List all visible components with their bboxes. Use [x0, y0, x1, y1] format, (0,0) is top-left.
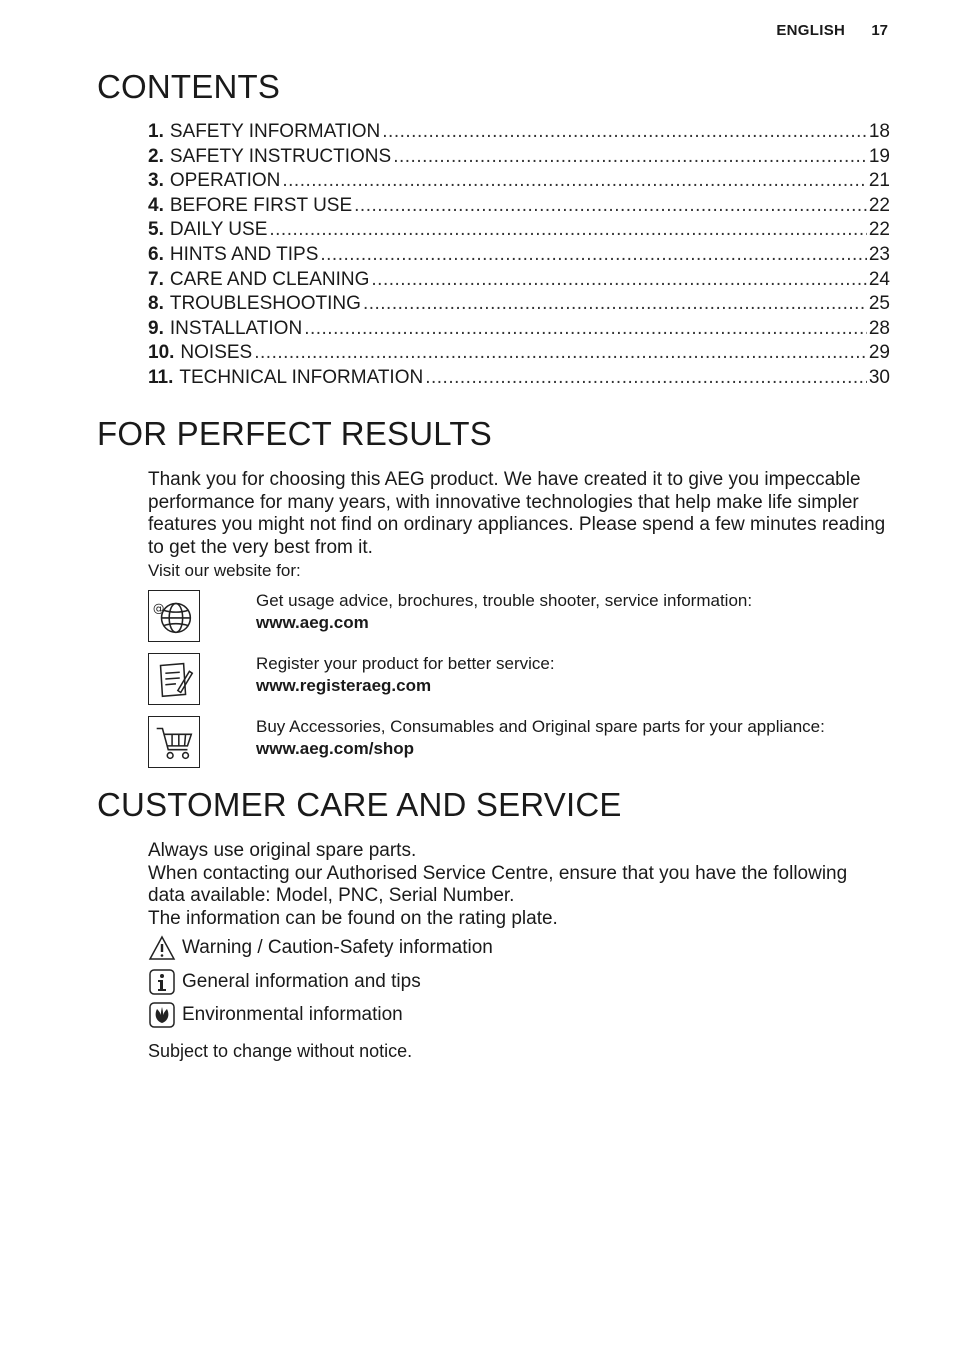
toc-row[interactable] — [148, 169, 890, 194]
care-line: When contacting our Authorised Service Centre, ensure that you have the following data available: Model, PNC, Serial Number. — [148, 862, 848, 907]
toc-leader — [425, 366, 867, 391]
visit-website-label: Visit our website for: — [148, 561, 301, 580]
toc-page: 19 — [868, 145, 890, 167]
intro-paragraph: Thank you for choosing this AEG product. We have created it to give you impeccable performance for many years, with innovative technologies that help make life simpler features you might not find on ordinary appliances. Please spend a few minutes reading to get the very best from it. — [148, 469, 886, 558]
toc-page: 22 — [868, 194, 890, 216]
legend-info — [148, 968, 421, 996]
toc-leader — [382, 120, 867, 145]
toc-label: HINTS AND TIPS — [169, 243, 319, 265]
legend-text: General information and tips — [182, 971, 421, 992]
toc-leader — [254, 341, 867, 366]
service-text: Register your product for better service: — [256, 654, 555, 673]
toc-row[interactable] — [148, 317, 890, 342]
service-link[interactable]: www.registeraeg.com — [256, 676, 432, 695]
shopping-cart-icon — [148, 716, 200, 768]
legend-text: Environmental information — [182, 1004, 403, 1025]
care-line: The information can be found on the rating plate. — [148, 907, 558, 929]
contents-heading: CONTENTS — [97, 68, 281, 105]
perfect-results-heading: FOR PERFECT RESULTS — [97, 415, 492, 452]
toc-number: 10. — [148, 342, 175, 364]
globe-at-icon — [148, 590, 200, 642]
toc-page: 24 — [868, 268, 890, 290]
service-link[interactable]: www.aeg.com — [256, 613, 369, 632]
customer-care-heading: CUSTOMER CARE AND SERVICE — [97, 786, 622, 823]
care-line: Always use original spare parts. — [148, 840, 417, 861]
toc-page: 21 — [868, 170, 890, 192]
legend-warning — [148, 934, 493, 962]
toc-page: 23 — [868, 243, 890, 265]
toc-number: 7. — [148, 268, 164, 290]
toc-page: 18 — [868, 121, 890, 142]
toc-leader — [363, 292, 867, 317]
toc-leader — [354, 194, 867, 219]
table-of-contents — [148, 120, 890, 391]
toc-label: TROUBLESHOOTING — [169, 293, 361, 315]
toc-leader — [304, 317, 867, 342]
toc-label: OPERATION — [169, 170, 281, 192]
toc-row[interactable] — [148, 218, 890, 243]
toc-leader — [320, 243, 866, 268]
legend-text: Warning / Caution-Safety information — [182, 937, 493, 958]
toc-page: 28 — [868, 317, 890, 339]
info-icon — [148, 968, 176, 996]
toc-label: INSTALLATION — [169, 317, 303, 339]
toc-label: BEFORE FIRST USE — [169, 194, 353, 216]
toc-number: 1. — [148, 121, 164, 142]
toc-number: 4. — [148, 194, 164, 216]
svg-text:@: @ — [152, 601, 165, 616]
service-row-register — [148, 653, 888, 709]
service-text: Buy Accessories, Consumables and Original spare parts for your appliance: — [256, 717, 825, 736]
toc-row[interactable] — [148, 194, 890, 219]
service-text: Get usage advice, brochures, trouble shooter, service information: — [256, 591, 753, 610]
toc-label: TECHNICAL INFORMATION — [179, 366, 424, 388]
toc-label: NOISES — [180, 342, 253, 364]
toc-leader — [371, 268, 866, 293]
toc-row[interactable] — [148, 292, 890, 317]
toc-row[interactable] — [148, 341, 890, 366]
change-notice: Subject to change without notice. — [148, 1041, 413, 1061]
toc-number: 9. — [148, 317, 164, 339]
toc-page: 25 — [868, 293, 890, 315]
toc-number: 2. — [148, 145, 164, 167]
service-row-usage — [148, 590, 888, 646]
language-label: ENGLISH — [776, 22, 846, 39]
legend-environment — [148, 1001, 403, 1029]
toc-page: 29 — [868, 342, 890, 364]
warning-triangle-icon — [148, 934, 176, 962]
toc-row[interactable] — [148, 120, 890, 145]
toc-number: 5. — [148, 219, 164, 241]
page-number: 17 — [871, 22, 888, 39]
toc-label: SAFETY INFORMATION — [169, 121, 381, 142]
toc-leader — [393, 145, 867, 170]
toc-label: CARE AND CLEANING — [169, 268, 370, 290]
toc-number: 11. — [148, 366, 174, 388]
toc-number: 3. — [148, 170, 164, 192]
toc-number: 8. — [148, 293, 164, 315]
toc-row[interactable] — [148, 145, 890, 170]
toc-leader — [282, 169, 867, 194]
toc-number: 6. — [148, 243, 164, 265]
toc-leader — [269, 218, 866, 243]
page-header — [776, 22, 888, 39]
toc-label: SAFETY INSTRUCTIONS — [169, 145, 392, 167]
service-link[interactable]: www.aeg.com/shop — [256, 739, 415, 758]
service-row-shop — [148, 716, 888, 772]
toc-label: DAILY USE — [169, 219, 268, 241]
environment-leaf-icon — [148, 1001, 176, 1029]
toc-page: 22 — [868, 219, 890, 241]
care-paragraphs — [148, 840, 888, 930]
toc-row[interactable] — [148, 268, 890, 293]
toc-row[interactable] — [148, 243, 890, 268]
toc-row[interactable] — [148, 366, 890, 391]
register-document-icon — [148, 653, 200, 705]
toc-page: 30 — [868, 366, 890, 388]
